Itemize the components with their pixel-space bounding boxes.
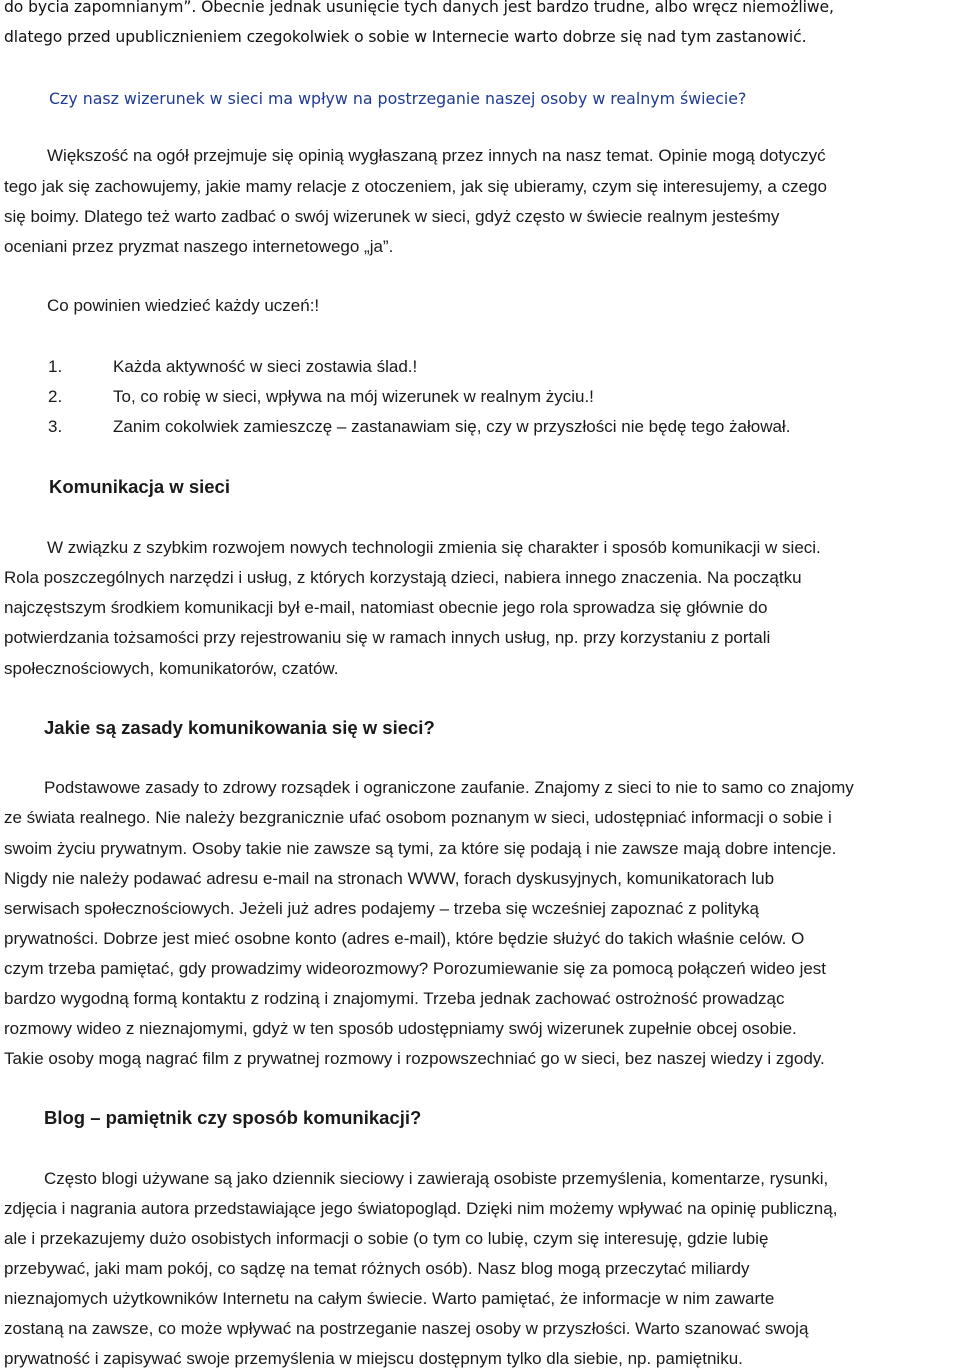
section2-line-10: Takie osoby mogą nagrać film z prywatnej rozmowy i rozpowszechniać go w sieci, bez naszej wiedzy i zgody.	[4, 1049, 825, 1068]
section2-line-8: bardzo wygodną formą kontaktu z rodziną i znajomymi. Trzeba jednak zachować ostrożność prowadząc	[4, 989, 785, 1008]
section3-line-3: ale i przekazujemy dużo osobistych informacji o sobie (o tym co lubię, czym się interesuję, gdzie lubię	[4, 1229, 769, 1248]
list-text: Każda aktywność w sieci zostawia ślad.!	[113, 357, 418, 376]
list-number: 1.	[48, 357, 63, 376]
section2-line-7: czym trzeba pamiętać, gdy prowadzimy wideorozmowy? Porozumiewanie się za pomocą połączeń wideo jest	[4, 959, 827, 978]
section3-line-4: przebywać, jaki mam pokój, co sądzę na temat różnych osób). Nasz blog mogą przeczytać miliardy	[4, 1259, 750, 1278]
section-heading-communication: Komunikacja w sieci	[49, 476, 230, 497]
section1-line-4: potwierdzania tożsamości przy rejestrowaniu się w ramach innych usług, np. przy korzystaniu z portali	[4, 628, 771, 647]
section3-line-2: zdjęcia i nagrania autora przedstawiające jego światopogląd. Dzięki nim możemy wpływać na opinię publiczną,	[4, 1199, 838, 1218]
list-number: 3.	[48, 417, 63, 436]
section-heading-rules: Jakie są zasady komunikowania się w sieci?	[44, 717, 435, 738]
para1-line-1: Większość na ogół przejmuje się opinią wygłaszaną przez innych na nasz temat. Opinie mogą dotyczyć	[47, 146, 826, 165]
para1-line-4: oceniani przez pryzmat naszego internetowego „ja”.	[4, 237, 394, 256]
para1-line-3: się boimy. Dlatego też warto zadbać o swój wizerunek w sieci, gdyż często w świecie realnym jesteśmy	[4, 207, 780, 226]
section2-line-2: ze świata realnego. Nie należy bezgranicznie ufać osobom poznanym w sieci, udostępniać informacji o sobie i	[4, 808, 832, 827]
section2-line-3: swoim życiu prywatnym. Osoby takie nie zawsze są tymi, za które się podają i nie zawsze mają dobre intencje.	[4, 839, 837, 858]
section2-line-9: rozmowy wideo z nieznajomymi, gdyż w ten sposób udostępniamy swój wizerunek zupełnie obcej osobie.	[4, 1019, 797, 1038]
section-heading-blog: Blog – pamiętnik czy sposób komunikacji?	[44, 1107, 422, 1128]
intro-line-2: dlatego przed upublicznieniem czegokolwiek o sobie w Internecie warto dobrze się nad tym zastanowić.	[4, 28, 807, 46]
section2-line-6: prywatności. Dobrze jest mieć osobne konto (adres e-mail), które będzie służyć do takich właśnie celów. O	[4, 929, 805, 948]
list-text: To, co robię w sieci, wpływa na mój wizerunek w realnym życiu.!	[113, 387, 594, 406]
section3-line-1: Często blogi używane są jako dziennik sieciowy i zawierają osobiste przemyślenia, komentarze, rysunki,	[44, 1169, 829, 1188]
know-label: Co powinien wiedzieć każdy uczeń:!	[47, 296, 320, 315]
section2-line-5: serwisach społecznościowych. Jeżeli już adres podajemy – trzeba się wcześniej zapoznać z polityką	[4, 899, 759, 918]
section2-line-4: Nigdy nie należy podawać adresu e-mail na stronach WWW, forach dyskusyjnych, komunikatorach lub	[4, 869, 775, 888]
section1-line-1: W związku z szybkim rozwojem nowych technologii zmienia się charakter i sposób komunikacji w sieci.	[47, 538, 821, 557]
para1-line-2: tego jak się zachowujemy, jakie mamy relacje z otoczeniem, jak się ubieramy, czym się interesujemy, a czego	[4, 177, 827, 196]
question-heading: Czy nasz wizerunek w sieci ma wpływ na postrzeganie naszej osoby w realnym świecie?	[49, 89, 747, 108]
section1-line-3: najczęstszym środkiem komunikacji był e-mail, natomiast obecnie jego rola sprowadza się głównie do	[4, 598, 768, 617]
section3-line-6: zostaną na zawsze, co może wpływać na postrzeganie naszej osoby w przyszłości. Warto szanować swoją	[4, 1319, 809, 1338]
list-number: 2.	[48, 387, 63, 406]
intro-line-1: do bycia zapomnianym”. Obecnie jednak usunięcie tych danych jest bardzo trudne, albo wręcz niemożliwe,	[4, 0, 834, 16]
section2-line-1: Podstawowe zasady to zdrowy rozsądek i ograniczone zaufanie. Znajomy z sieci to nie to samo co znajomy	[44, 778, 854, 797]
section3-line-5: nieznajomych użytkowników Internetu na całym świecie. Warto pamiętać, że informacje w nim zawarte	[4, 1289, 775, 1308]
list-text: Zanim cokolwiek zamieszczę – zastanawiam się, czy w przyszłości nie będę tego żałował.	[113, 417, 791, 436]
section3-line-7: prywatność i zapisywać swoje przemyślenia w miejscu dostępnym tylko dla siebie, np. pamiętniku.	[4, 1349, 743, 1368]
section1-line-5: społecznościowych, komunikatorów, czatów.	[4, 659, 339, 678]
section1-line-2: Rola poszczególnych narzędzi i usług, z których korzystają dzieci, nabiera innego znaczenia. Na początku	[4, 568, 802, 587]
